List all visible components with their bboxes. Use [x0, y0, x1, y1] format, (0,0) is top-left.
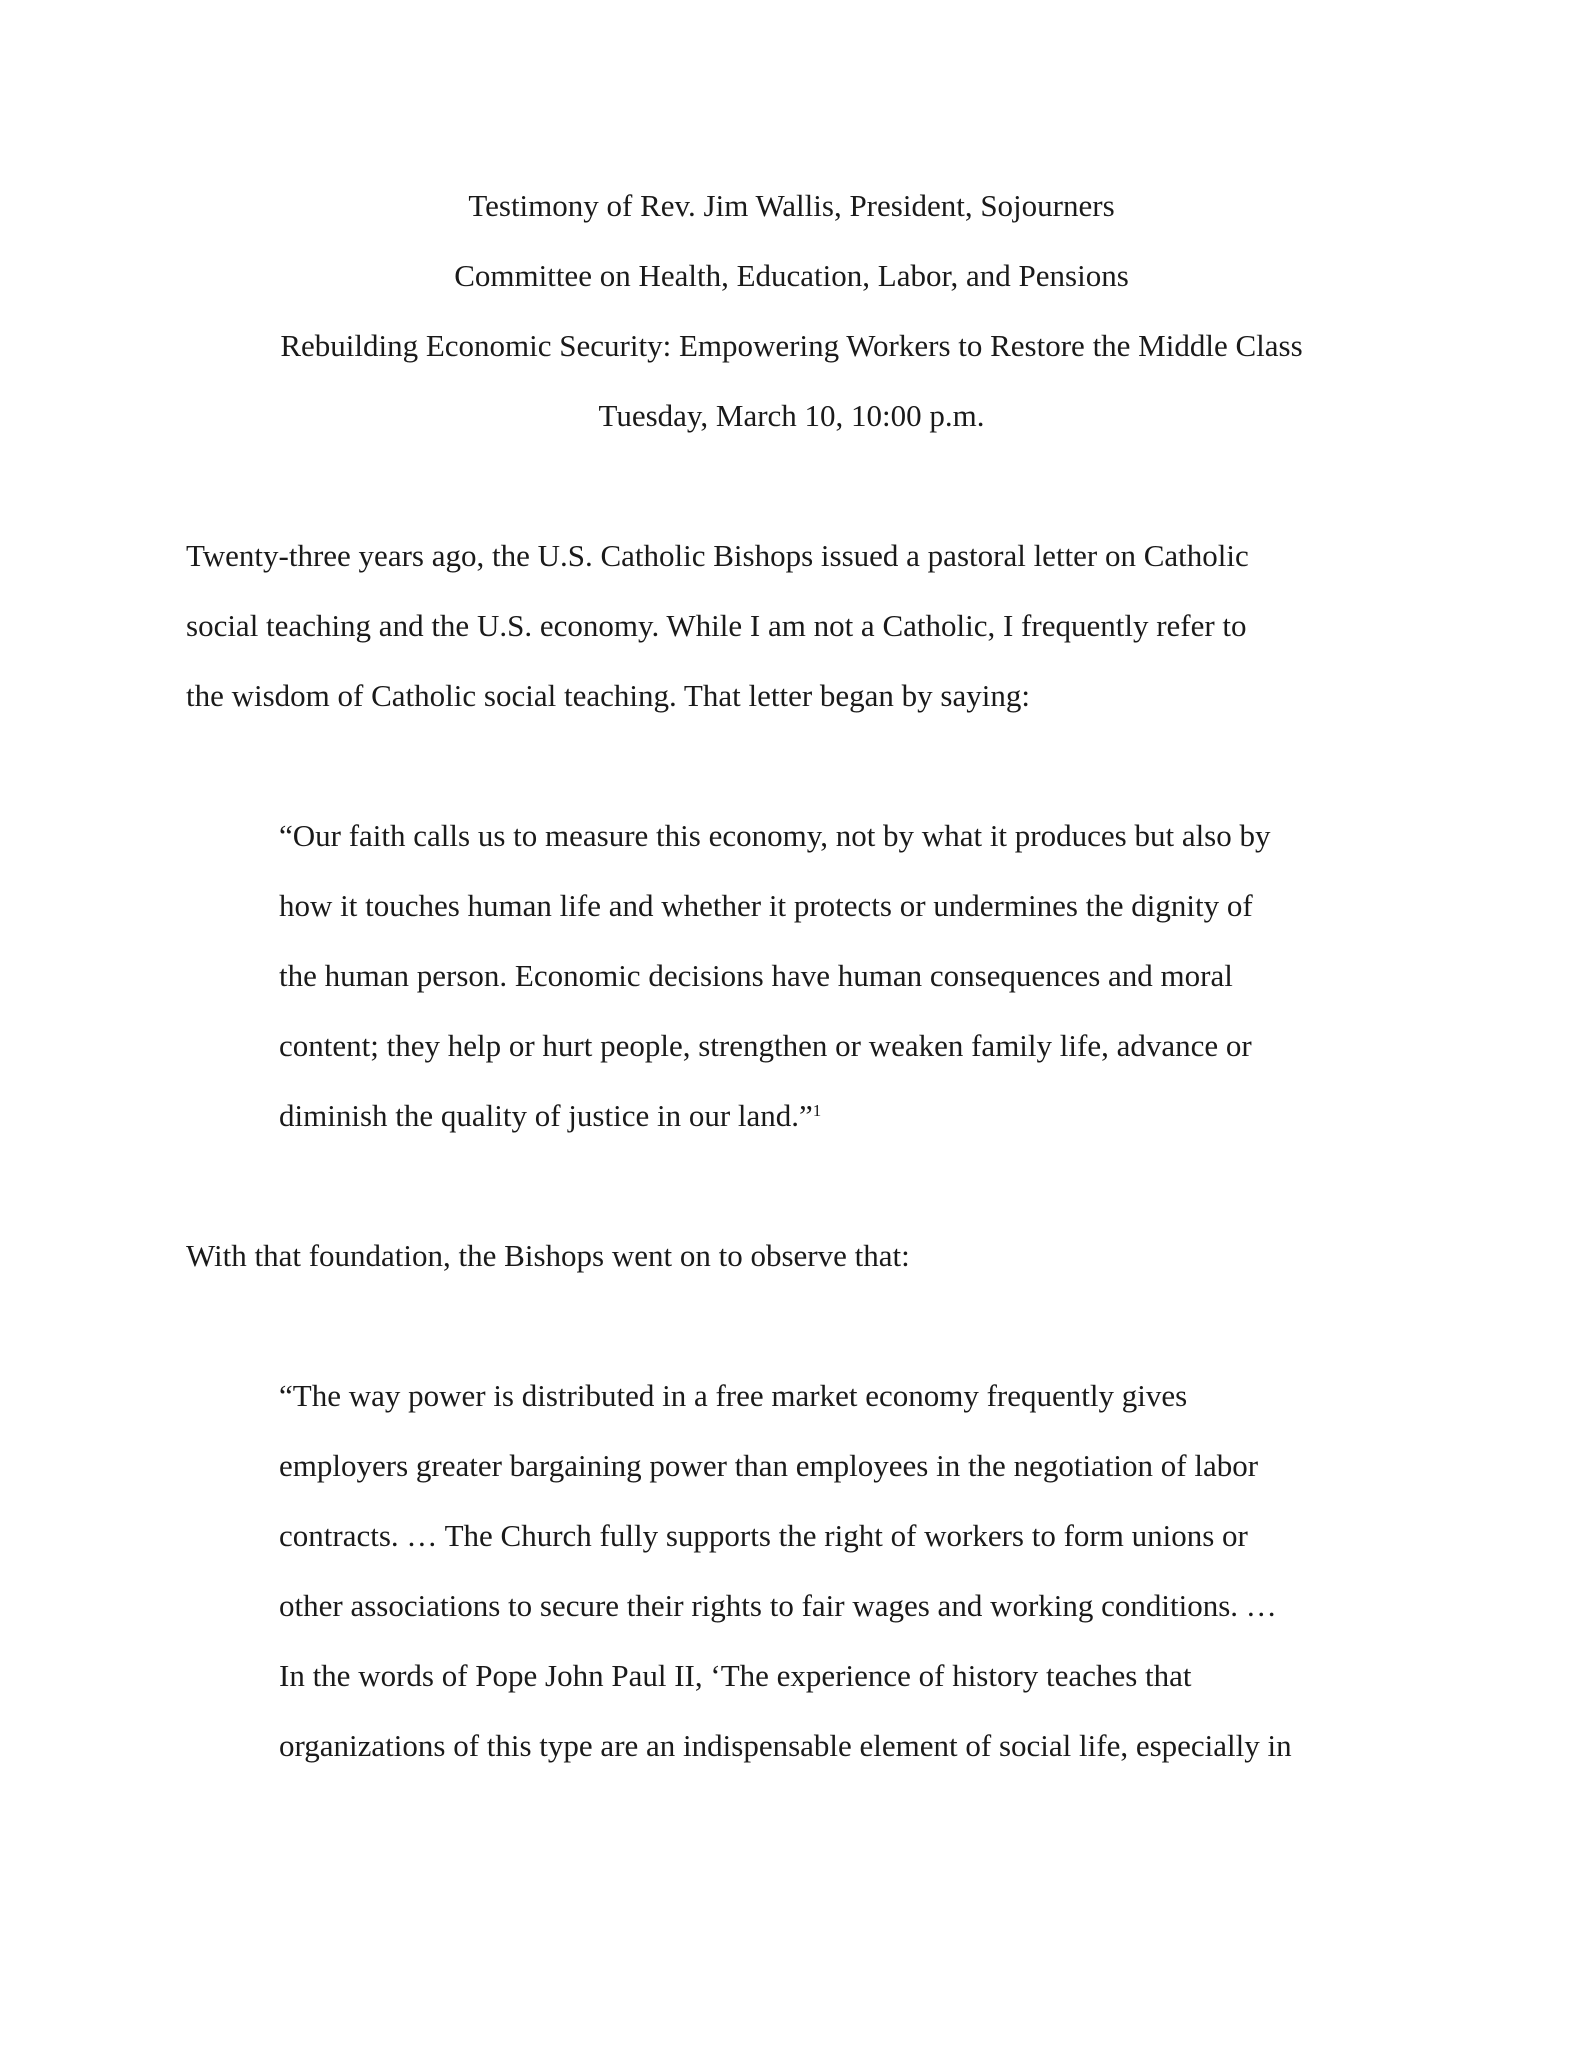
quote-line: employers greater bargaining power than employees in the negotiation of labor: [279, 1448, 1259, 1483]
quote-line: the human person. Economic decisions have human consequences and moral: [279, 958, 1233, 993]
paragraph-line: social teaching and the U.S. economy. While I am not a Catholic, I frequently refer to: [186, 608, 1247, 643]
quote-line: content; they help or hurt people, strengthen or weaken family life, advance or: [279, 1028, 1252, 1063]
header-date-line: Tuesday, March 10, 10:00 p.m.: [598, 398, 985, 433]
paragraph-line: Twenty-three years ago, the U.S. Catholic Bishops issued a pastoral letter on Catholic: [186, 538, 1249, 573]
quote-line: other associations to secure their rights to fair wages and working conditions. …: [279, 1588, 1277, 1623]
quote-line: organizations of this type are an indispensable element of social life, especially in: [279, 1728, 1292, 1763]
quote-line-last: [279, 1100, 821, 1131]
header-title-line: Testimony of Rev. Jim Wallis, President, Sojourners: [468, 188, 1115, 223]
quote-line: In the words of Pope John Paul II, ‘The experience of history teaches that: [279, 1658, 1192, 1693]
quote-line: “Our faith calls us to measure this economy, not by what it produces but also by: [279, 818, 1271, 853]
quote-line: how it touches human life and whether it protects or undermines the dignity of: [279, 888, 1253, 923]
footnote-marker: 1: [812, 1101, 822, 1120]
quote-line: “The way power is distributed in a free market economy frequently gives: [279, 1378, 1188, 1413]
header-hearing-line: Rebuilding Economic Security: Empowering Workers to Restore the Middle Class: [280, 328, 1303, 363]
quote-line: contracts. … The Church fully supports the right of workers to form unions or: [279, 1518, 1248, 1553]
paragraph-line: With that foundation, the Bishops went on to observe that:: [186, 1238, 910, 1273]
paragraph-line: the wisdom of Catholic social teaching. That letter began by saying:: [186, 678, 1030, 713]
header-committee-line: Committee on Health, Education, Labor, and Pensions: [454, 258, 1129, 293]
quote-text: diminish the quality of justice in our land.”: [279, 1098, 813, 1133]
